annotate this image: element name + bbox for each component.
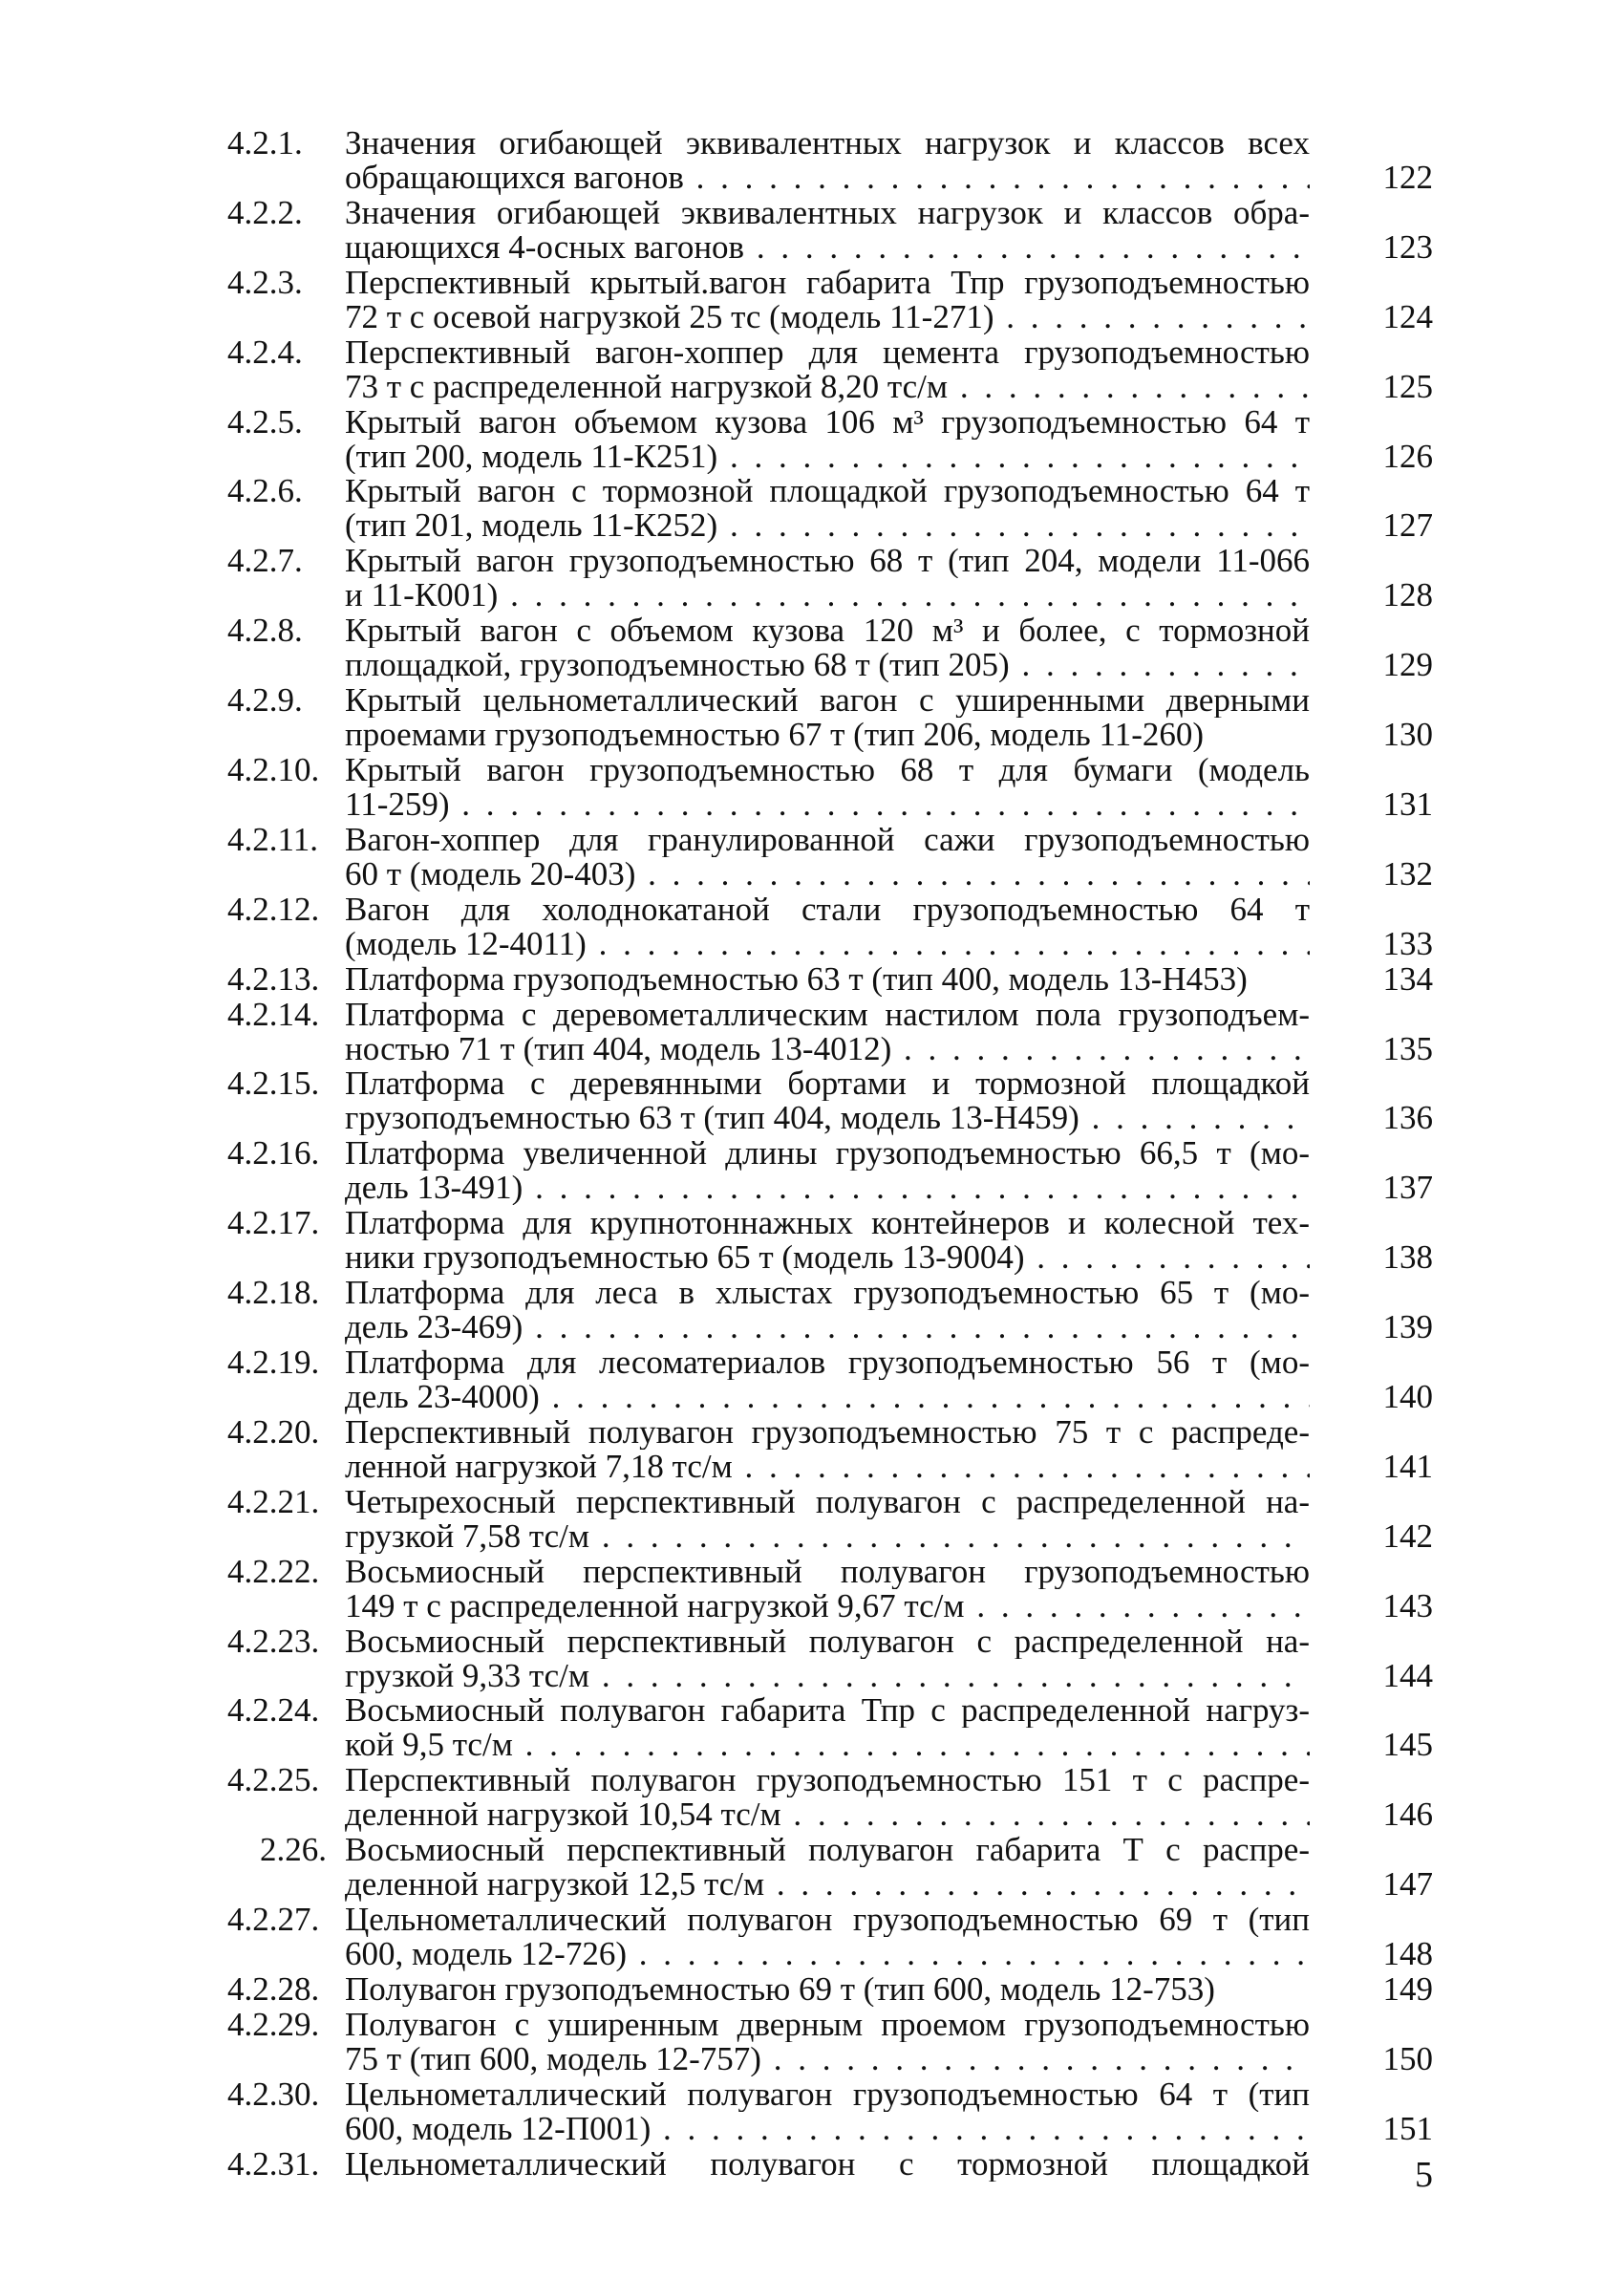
toc-entry xyxy=(227,2005,1433,2077)
entry-title xyxy=(345,823,1310,892)
entry-page: 131 xyxy=(1382,785,1433,824)
entry-title-line-1: Восьмиосный перспективный полувагон с распределенной на- xyxy=(345,1624,1310,1659)
entry-title-line-1: Платформа с деревянными бортами и тормозной площадкой xyxy=(345,1066,1310,1102)
toc-entry xyxy=(227,820,1433,893)
entry-title-line-2: площадкой, грузоподъемностью 68 т (тип 205) . . . xyxy=(345,648,1310,682)
toc-entry xyxy=(227,402,1433,475)
toc-entry xyxy=(227,1552,1433,1624)
entry-number: 4.2.13. xyxy=(227,959,320,998)
toc-entry xyxy=(227,1345,1433,1414)
entry-title xyxy=(345,1136,1310,1205)
entry-number: 4.2.4. xyxy=(227,333,303,371)
entry-title-line-2: дель 23-469) . . . xyxy=(345,1310,1310,1344)
entry-number: 4.2.2. xyxy=(227,193,303,231)
entry-title-line-1: Платформа с деревометаллическим настилом пола грузоподъем- xyxy=(345,997,1310,1032)
entry-title-line-2: деленной нагрузкой 10,54 тс/м . . . xyxy=(345,1797,1310,1832)
entry-title-line-1: Платформа для крупнотоннажных контейнеров и колесной тех- xyxy=(345,1206,1310,1241)
entry-title xyxy=(345,1903,1310,1971)
entry-number: 2.26. xyxy=(260,1831,327,1869)
toc-entry xyxy=(227,959,1433,998)
entry-title-line-1: Крытый вагон грузоподъемностью 68 т для бумаги (модель xyxy=(345,753,1310,788)
entry-title-line-1: Четырехосный перспективный полувагон с распределенной на- xyxy=(345,1484,1310,1519)
entry-number: 4.2.8. xyxy=(227,612,303,650)
entry-title-line-1: Перспективный полувагон грузоподъемностью 75 т с распреде- xyxy=(345,1414,1310,1450)
entry-title-line-1: Платформа грузоподъемностью 63 т (тип 400, модель 13-Н453) xyxy=(345,961,1248,997)
entry-title xyxy=(345,474,1310,543)
entry-page: 139 xyxy=(1382,1308,1433,1346)
entry-title-line-2: ленной нагрузкой 7,18 тс/м . . . xyxy=(345,1450,1310,1484)
entry-number: 4.2.19. xyxy=(227,1344,320,1382)
toc-entry xyxy=(227,263,1433,335)
entry-page: 132 xyxy=(1382,854,1433,893)
entry-number: 4.2.6. xyxy=(227,472,303,510)
entry-title-line-2: грузоподъемностью 63 т (тип 404, модель 13-Н459) . . . xyxy=(345,1101,1310,1135)
entry-title xyxy=(345,196,1310,265)
entry-title-line-2: грузкой 9,33 тс/м . . . xyxy=(345,1659,1310,1693)
entry-title-line-1: Восьмиосный полувагон габарита Тпр с распределенной нагруз- xyxy=(345,1693,1310,1729)
entry-number: 4.2.29. xyxy=(227,2005,320,2043)
entry-title xyxy=(345,335,1310,404)
entry-title-line-2: (модель 12-4011) . . . xyxy=(345,927,1310,961)
entry-title xyxy=(345,405,1310,474)
entry-title-line-2: 11-259) . . . xyxy=(345,787,1310,822)
entry-number: 4.2.16. xyxy=(227,1134,320,1172)
entry-title-line-1: Восьмиосный перспективный полувагон грузоподъемностью xyxy=(345,1554,1310,1589)
entry-title xyxy=(345,1206,1310,1275)
entry-title xyxy=(345,1763,1310,1832)
entry-title-line-2: 60 т (модель 20-403) . . . xyxy=(345,857,1310,892)
entry-title-line-2: ностью 71 т (тип 404, модель 13-4012) . . . xyxy=(345,1032,1310,1066)
entry-title-line-1: Значения огибающей эквивалентных нагрузок и классов обра- xyxy=(345,195,1310,230)
entry-page: 136 xyxy=(1382,1099,1433,1137)
toc-entry xyxy=(227,753,1433,822)
toc-entry xyxy=(227,1763,1433,1832)
entry-page: 148 xyxy=(1382,1935,1433,1973)
entry-page: 151 xyxy=(1382,2109,1433,2147)
entry-page: 143 xyxy=(1382,1586,1433,1624)
toc-entry xyxy=(227,1624,1433,1693)
entry-number: 4.2.15. xyxy=(227,1065,320,1103)
entry-title-line-1: Крытый вагон объемом кузова 106 м³ грузоподъемностью 64 т xyxy=(345,404,1310,440)
entry-title-line-1: Крытый вагон с объемом кузова 120 м³ и более, с тормозной xyxy=(345,613,1310,649)
toc-entry xyxy=(227,1136,1433,1205)
toc-entry xyxy=(227,126,1433,195)
entry-page: 122 xyxy=(1382,159,1433,196)
entry-title-line-2: ники грузоподъемностью 65 т (модель 13-9004) . . . xyxy=(345,1240,1310,1275)
entry-title-line-1: Цельнометаллический полувагон грузоподъемностью 69 т (тип xyxy=(345,1903,1310,1938)
entry-title xyxy=(345,1972,1310,2007)
entry-title-line-2: дель 23-4000) . . . xyxy=(345,1380,1310,1414)
entry-title-line-1: Цельнометаллический полувагон с тормозной площадкой xyxy=(345,2146,1310,2182)
entry-title-line-2: и 11-К001) . . . xyxy=(345,578,1310,613)
entry-page: 135 xyxy=(1382,1029,1433,1067)
entry-title xyxy=(345,683,1310,752)
entry-title xyxy=(345,1555,1310,1624)
entry-title-line-1: Полувагон грузоподъемностью 69 т (тип 600, модель 12-753) xyxy=(345,1972,1215,2008)
entry-title-line-1: Платформа для лесоматериалов грузоподъемностью 56 т (мо- xyxy=(345,1345,1310,1381)
entry-page: 128 xyxy=(1382,576,1433,614)
entry-title-line-2: 600, модель 12-726) . . . xyxy=(345,1937,1310,1971)
entry-title xyxy=(345,544,1310,613)
entry-title xyxy=(345,753,1310,822)
entry-title-line-2: щающихся 4-осных вагонов . . . xyxy=(345,230,1310,265)
entry-page: 141 xyxy=(1382,1447,1433,1485)
entry-page: 133 xyxy=(1382,924,1433,962)
toc-entry xyxy=(227,1206,1433,1275)
page-number: 5 xyxy=(1415,2155,1433,2195)
entry-title-line-2: грузкой 7,58 тс/м . . . xyxy=(345,1519,1310,1554)
entry-title-line-2: проемами грузоподъемностью 67 т (тип 206, модель 11-260) xyxy=(345,718,1205,753)
entry-title xyxy=(345,1693,1310,1762)
toc-entry xyxy=(227,1693,1433,1762)
toc-entry xyxy=(227,1903,1433,1971)
entry-page: 123 xyxy=(1382,227,1433,266)
toc-entry xyxy=(227,1482,1433,1555)
entry-number: 4.2.28. xyxy=(227,1970,320,2009)
entry-title-line-1: Перспективный вагон-хоппер для цемента грузоподъемностью xyxy=(345,334,1310,370)
entry-title-line-1: Платформа увеличенной длины грузоподъемностью 66,5 т (мо- xyxy=(345,1136,1310,1172)
entry-number: 4.2.25. xyxy=(227,1761,320,1799)
entry-title-line-2: 72 т с осевой нагрузкой 25 тс (модель 11-271) . . . xyxy=(345,300,1310,334)
entry-title-line-1: Крытый цельнометаллический вагон с уширенными дверными xyxy=(345,683,1310,719)
toc-entry xyxy=(227,2077,1433,2146)
entry-number: 4.2.23. xyxy=(227,1622,320,1660)
entry-title xyxy=(345,2147,1310,2182)
entry-title-line-1: Вагон для холоднокатаной стали грузоподъемностью 64 т xyxy=(345,892,1310,927)
entry-title-line-2: (тип 200, модель 11-К251) . . . xyxy=(345,440,1310,474)
toc-entry xyxy=(227,1833,1433,1902)
entry-page: 138 xyxy=(1382,1238,1433,1277)
entry-title xyxy=(345,2077,1310,2146)
entry-number: 4.2.12. xyxy=(227,890,320,928)
entry-number: 4.2.7. xyxy=(227,542,303,580)
entry-title-line-2: 73 т с распределенной нагрузкой 8,20 тс/м . . . xyxy=(345,370,1310,404)
entry-title xyxy=(345,613,1310,682)
toc-entry xyxy=(227,1276,1433,1344)
toc-entry xyxy=(227,1972,1433,2007)
entry-number: 4.2.5. xyxy=(227,402,303,441)
entry-page: 127 xyxy=(1382,506,1433,545)
entry-page: 149 xyxy=(1382,1970,1433,2009)
entry-title xyxy=(345,266,1310,334)
entry-number: 4.2.21. xyxy=(227,1482,320,1520)
entry-page: 125 xyxy=(1382,367,1433,405)
entry-title-line-2: 149 т с распределенной нагрузкой 9,67 тс/м . . . xyxy=(345,1589,1310,1624)
entry-number: 4.2.1. xyxy=(227,124,303,161)
entry-number: 4.2.27. xyxy=(227,1901,320,1939)
entry-title-line-2: деленной нагрузкой 12,5 тс/м . . . xyxy=(345,1867,1310,1902)
toc-entry xyxy=(227,1066,1433,1135)
entry-title xyxy=(345,1415,1310,1484)
toc-entry xyxy=(227,1412,1433,1485)
entry-number: 4.2.11. xyxy=(227,820,318,858)
entry-title xyxy=(345,893,1310,961)
entry-page: 140 xyxy=(1382,1378,1433,1416)
entry-number: 4.2.17. xyxy=(227,1204,320,1242)
entry-title xyxy=(345,1833,1310,1902)
entry-title-line-2: 600, модель 12-П001) . . . xyxy=(345,2112,1310,2146)
entry-title-line-1: Крытый вагон грузоподъемностью 68 т (тип 204, модели 11-066 xyxy=(345,544,1310,579)
entry-page: 150 xyxy=(1382,2039,1433,2077)
entry-title-line-2: кой 9,5 тс/м . . . xyxy=(345,1728,1310,1762)
entry-title-line-1: Восьмиосный перспективный полувагон габарита Т с распре- xyxy=(345,1833,1310,1868)
entry-title xyxy=(345,1624,1310,1693)
entry-number: 4.2.20. xyxy=(227,1412,320,1451)
toc-entry xyxy=(227,335,1433,404)
entry-page: 130 xyxy=(1382,716,1433,754)
entry-page: 124 xyxy=(1382,297,1433,335)
entry-title-line-1: Цельнометаллический полувагон грузоподъемностью 64 т (тип xyxy=(345,2076,1310,2112)
entry-title xyxy=(345,998,1310,1066)
entry-title xyxy=(345,1485,1310,1554)
entry-title-line-2: дель 13-491) . . . xyxy=(345,1171,1310,1205)
entry-number: 4.2.10. xyxy=(227,751,320,789)
entry-page: 147 xyxy=(1382,1865,1433,1904)
entry-title-line-2: 75 т (тип 600, модель 12-757) . . . xyxy=(345,2042,1310,2076)
toc-entry xyxy=(227,995,1433,1067)
entry-title xyxy=(345,962,1310,997)
entry-number: 4.2.30. xyxy=(227,2075,320,2113)
entry-title-line-2: (тип 201, модель 11-К252) . . . xyxy=(345,508,1310,543)
toc-entry xyxy=(227,193,1433,266)
entry-number: 4.2.18. xyxy=(227,1274,320,1312)
toc-entry xyxy=(227,474,1433,543)
entry-title-line-1: Вагон-хоппер для гранулированной сажи грузоподъемностью xyxy=(345,822,1310,857)
entry-page: 126 xyxy=(1382,437,1433,475)
entry-title xyxy=(345,1345,1310,1414)
entry-title-line-1: Крытый вагон с тормозной площадкой грузоподъемностью 64 т xyxy=(345,474,1310,509)
entry-number: 4.2.3. xyxy=(227,263,303,301)
toc-entry xyxy=(227,890,1433,962)
entry-title-line-1: Значения огибающей эквивалентных нагрузок и классов всех xyxy=(345,126,1310,161)
entry-number: 4.2.9. xyxy=(227,681,303,720)
entry-number: 4.2.14. xyxy=(227,995,320,1033)
entry-number: 4.2.24. xyxy=(227,1691,320,1730)
entry-title-line-1: Платформа для леса в хлыстах грузоподъемностью 65 т (мо- xyxy=(345,1276,1310,1311)
entry-page: 146 xyxy=(1382,1796,1433,1834)
toc-entry xyxy=(227,613,1433,682)
entry-page: 145 xyxy=(1382,1726,1433,1764)
entry-title-line-2: обращающихся вагонов . . . xyxy=(345,161,1310,195)
entry-title xyxy=(345,126,1310,195)
entry-page: 129 xyxy=(1382,646,1433,684)
entry-title-line-1: Полувагон с уширенным дверным проемом грузоподъемностью xyxy=(345,2007,1310,2042)
entry-title-line-1: Перспективный полувагон грузоподъемностью 151 т с распре- xyxy=(345,1763,1310,1798)
entry-page: 142 xyxy=(1382,1516,1433,1555)
table-of-contents xyxy=(227,126,1433,2183)
entry-title-line-1: Перспективный крытый.вагон габарита Тпр грузоподъемностью xyxy=(345,265,1310,300)
entry-page: 137 xyxy=(1382,1169,1433,1207)
entry-page: 134 xyxy=(1382,959,1433,998)
entry-title xyxy=(345,1276,1310,1344)
entry-title xyxy=(345,2008,1310,2076)
entry-number: 4.2.22. xyxy=(227,1552,320,1590)
entry-page: 144 xyxy=(1382,1656,1433,1694)
toc-entry xyxy=(227,683,1433,752)
toc-entry xyxy=(227,2144,1433,2183)
entry-number: 4.2.31. xyxy=(227,2144,320,2183)
entry-title xyxy=(345,1066,1310,1135)
toc-entry xyxy=(227,544,1433,613)
